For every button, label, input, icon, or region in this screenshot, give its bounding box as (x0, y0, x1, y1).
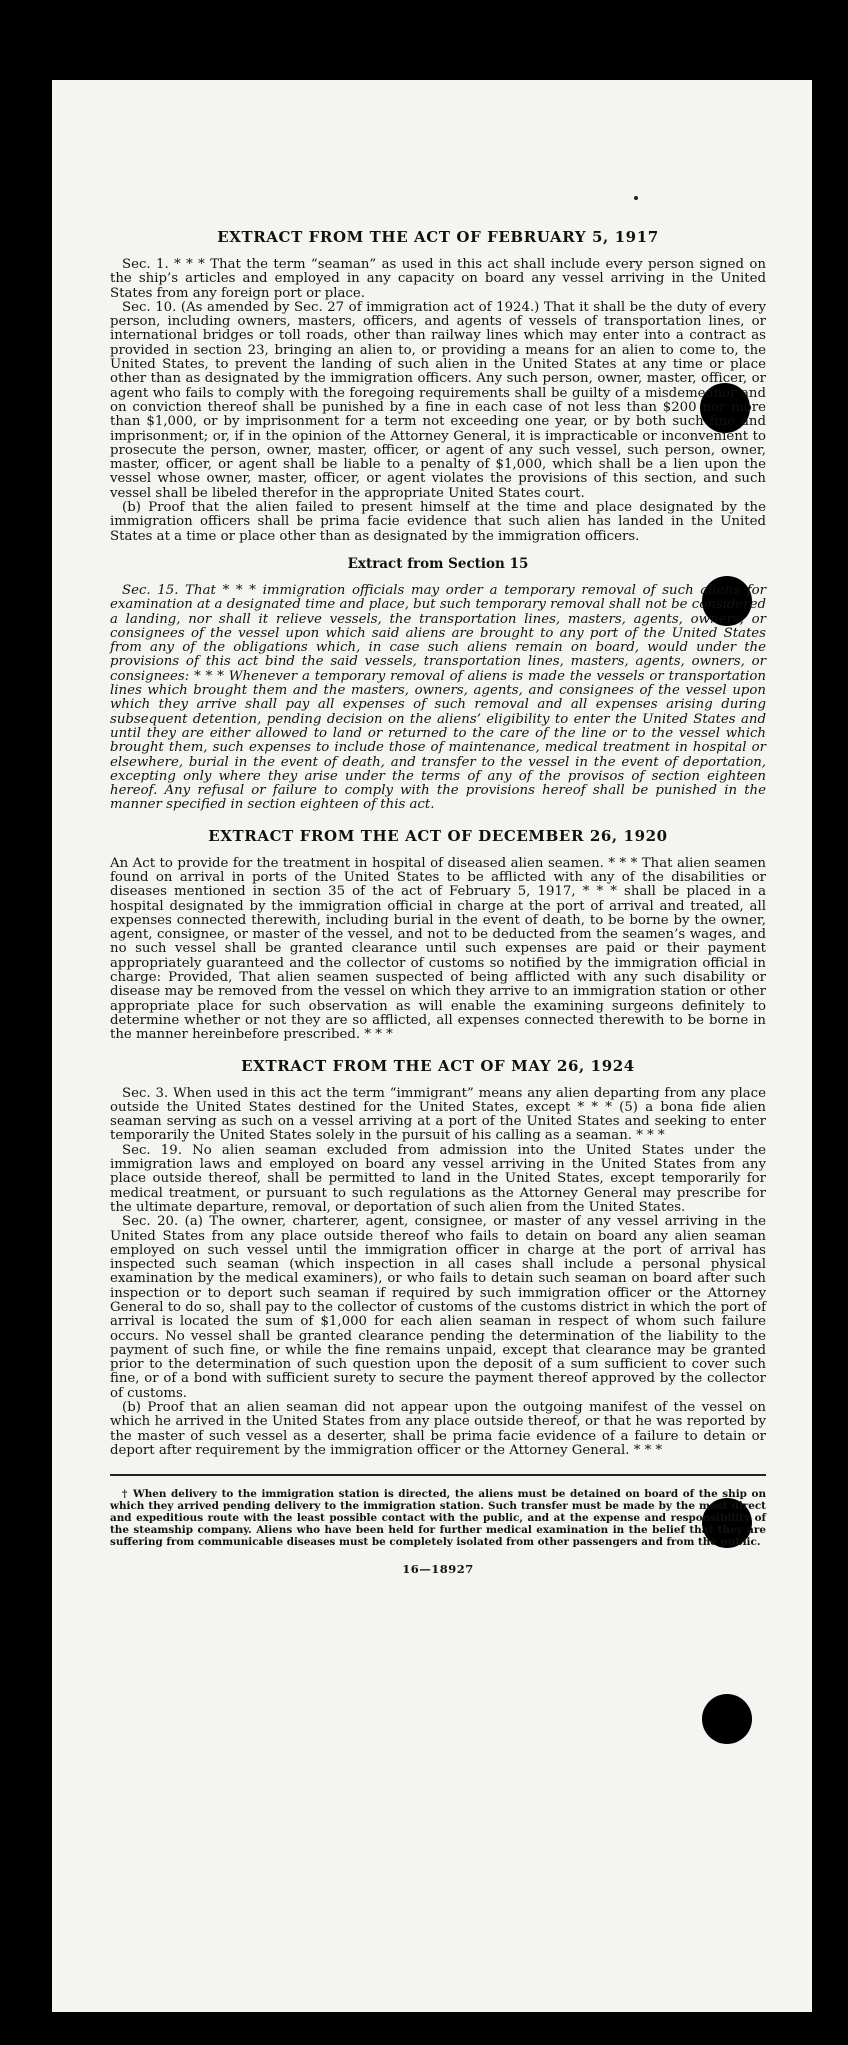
heading-section-15: Extract from Section 15 (347, 555, 529, 572)
sec-10-paragraph: Sec. 10. (As amended by Sec. 27 of immigration act of 1924.) That it shall be the duty of every person, including owners, masters, officers, and agents of vessels of transportation lines, or international bridges or toll roads, other than railway lines which may enter into a contract as provided in section 23, bringing an alien to, or providing a means for an alien to come to, the United States, to prevent the landing of such alien in the United States at any time or place other than as designated by the immigration officers. Any such person, owner, master, officer, or agent who fails to comply with the foregoing requirements shall be guilty of a misdemeanor and on conviction thereof shall be punished by a fine in each case of not less than $200 nor more than $1,000, or by imprisonment for a term not exceeding one year, or by both such fine and imprisonment; or, if in the opinion of the Attorney General, it is impracticable or inconvenient to prosecute the person, owner, master, officer, or agent of any such vessel, such person, owner, master, officer, or agent shall be liable to a penalty of $1,000, which shall be a lien upon the vessel whose owner, master, officer, or agent violates the provisions of this section, and such vessel shall be libeled therefor in the appropriate United States court. (110, 299, 766, 501)
sec-15-paragraph: Sec. 15. That * * * immigration officials may order a temporary removal of such aliens for examination at a designated time and place, but such temporary removal shall not be considered a landing, nor shall it relieve vessels, the transportation lines, masters, agents, owners, or consignees of the vessel upon which said aliens are brought to any port of the United States from any of the obligations which, in case such aliens remain on board, would under the provisions of this act bind the said vessels, transportation lines, masters, agents, owners, or consignees: * * * Whenever a temporary removal of aliens is made the vessels or transportation lines which brought them and the masters, owners, agents, and consignees of the vessel upon which they arrive shall pay all expenses of such removal and all expenses arising during subsequent detention, pending decision on the aliens’ eligibility to enter the United States and until they are either allowed to land or returned to the care of the line or to the vessel which brought them, such expenses to include those of maintenance, medical treatment in hospital or elsewhere, burial in the event of death, and transfer to the vessel in the event of deportation, excepting only where they arise under the terms of any of the provisos of section eighteen hereof. Any refusal or failure to comply with the provisions hereof shall be punished in the manner specified in section eighteen of this act. (110, 582, 766, 813)
sec-3-paragraph: Sec. 3. When used in this act the term “immigrant” means any alien departing from any place outside the United States destined for the United States, except * * * (5) a bona fide alien seaman serving as such on a vessel arriving at a port of the United States and seeking to enter temporarily the United States solely in the pursuit of his calling as a seaman. * * * (110, 1085, 766, 1144)
ink-speck (634, 196, 638, 200)
heading-act-feb-1917: EXTRACT FROM THE ACT OF FEBRUARY 5, 1917 (217, 228, 659, 246)
form-code: 16—18927 (402, 1562, 474, 1577)
sec-10-b-paragraph: (b) Proof that the alien failed to present himself at the time and place designated by the immigration officers shall be prima facie evidence that such alien has landed in the United States at a time or place other than as designated by the immigration officers. (110, 500, 766, 544)
footnote-divider (110, 1474, 766, 1476)
sec-1-paragraph: Sec. 1. * * * That the term “seaman” as used in this act shall include every person signed on the ship’s articles and employed in any capacity on board any vessel arriving in the United States from any foreign port or place. (110, 257, 766, 301)
sec-20-a-paragraph: Sec. 20. (a) The owner, charterer, agent, consignee, or master of any vessel arriving in the United States from any place outside thereof who fails to detain on board any alien seaman employed on such vessel until the immigration officer in charge at the port of arrival has inspected such seaman (which inspection in all cases shall include a personal physical examination by the medical examiners), or who fails to detain such seaman on board after such inspection or to deport such seaman if required by such immigration officer or the Attorney General to do so, shall pay to the collector of customs of the customs district in which the port of arrival is located the sum of $1,000 for each alien seaman in respect of whom such failure occurs. No vessel shall be granted clearance pending the determination of the liability to the payment of such fine, or while the fine remains unpaid, except that clearance may be granted prior to the determination of such question upon the deposit of a sum sufficient to cover such fine, or of a bond with sufficient surety to secure the payment thereof approved by the collector of customs. (110, 1214, 766, 1401)
document-body (110, 228, 766, 1576)
document-page (52, 80, 812, 2012)
punch-hole-4 (702, 1694, 752, 1744)
sec-20-b-paragraph: (b) Proof that an alien seaman did not appear upon the outgoing manifest of the vessel on which he arrived in the United States from any place outside thereof, or that he was reported by the master of such vessel as a deserter, shall be prima facie evidence of a failure to detain or deport after requirement by the immigration officer or the Attorney General. * * * (110, 1400, 766, 1458)
heading-act-dec-1920: EXTRACT FROM THE ACT OF DECEMBER 26, 1920 (208, 826, 668, 845)
heading-act-may-1924: EXTRACT FROM THE ACT OF MAY 26, 1924 (241, 1056, 635, 1075)
sec-19-paragraph: Sec. 19. No alien seaman excluded from admission into the United States under the immigration laws and employed on board any vessel arriving in the United States from any place outside thereof, shall be permitted to land in the United States, except temporarily for medical treatment, or pursuant to such regulations as the Attorney General may prescribe for the ultimate departure, removal, or deportation of such alien from the United States. (110, 1142, 766, 1215)
act-1920-paragraph: An Act to provide for the treatment in hospital of diseased alien seamen. * * * That alien seamen found on arrival in ports of the United States to be afflicted with any of the disabilities or diseases mentioned in section 35 of the act of February 5, 1917, * * * shall be placed in a hospital designated by the immigration official in charge at the port of arrival and treated, all expenses connected therewith, including burial in the event of death, to be borne by the owner, agent, consignee, or master of the vessel, and not to be deducted from the seamen’s wages, and no such vessel shall be granted clearance until such expenses are paid or their payment appropriately guaranteed and the collector of customs so notified by the immigration official in charge: Provided, That alien seamen suspected of being afflicted with any such disability or disease may be removed from the vessel on which they arrive to an immigration station or other appropriate place for such observation as will enable the examining surgeons definitely to determine whether or not they are so afflicted, all expenses connected therewith to be borne in the manner hereinbefore prescribed. * * * (110, 855, 766, 1043)
footnote: † When delivery to the immigration station is directed, the aliens must be detained on board of the ship on which they arrived pending delivery to the immigration station. Such transfer must be made by the most direct and expeditious route with the least possible contact with the public, and at the expense and responsibility of the steamship company. Aliens who have been held for further medical examination in the belief that they are suffering from communicable diseases must be completely isolated from other passengers and from the public. (110, 1488, 766, 1549)
